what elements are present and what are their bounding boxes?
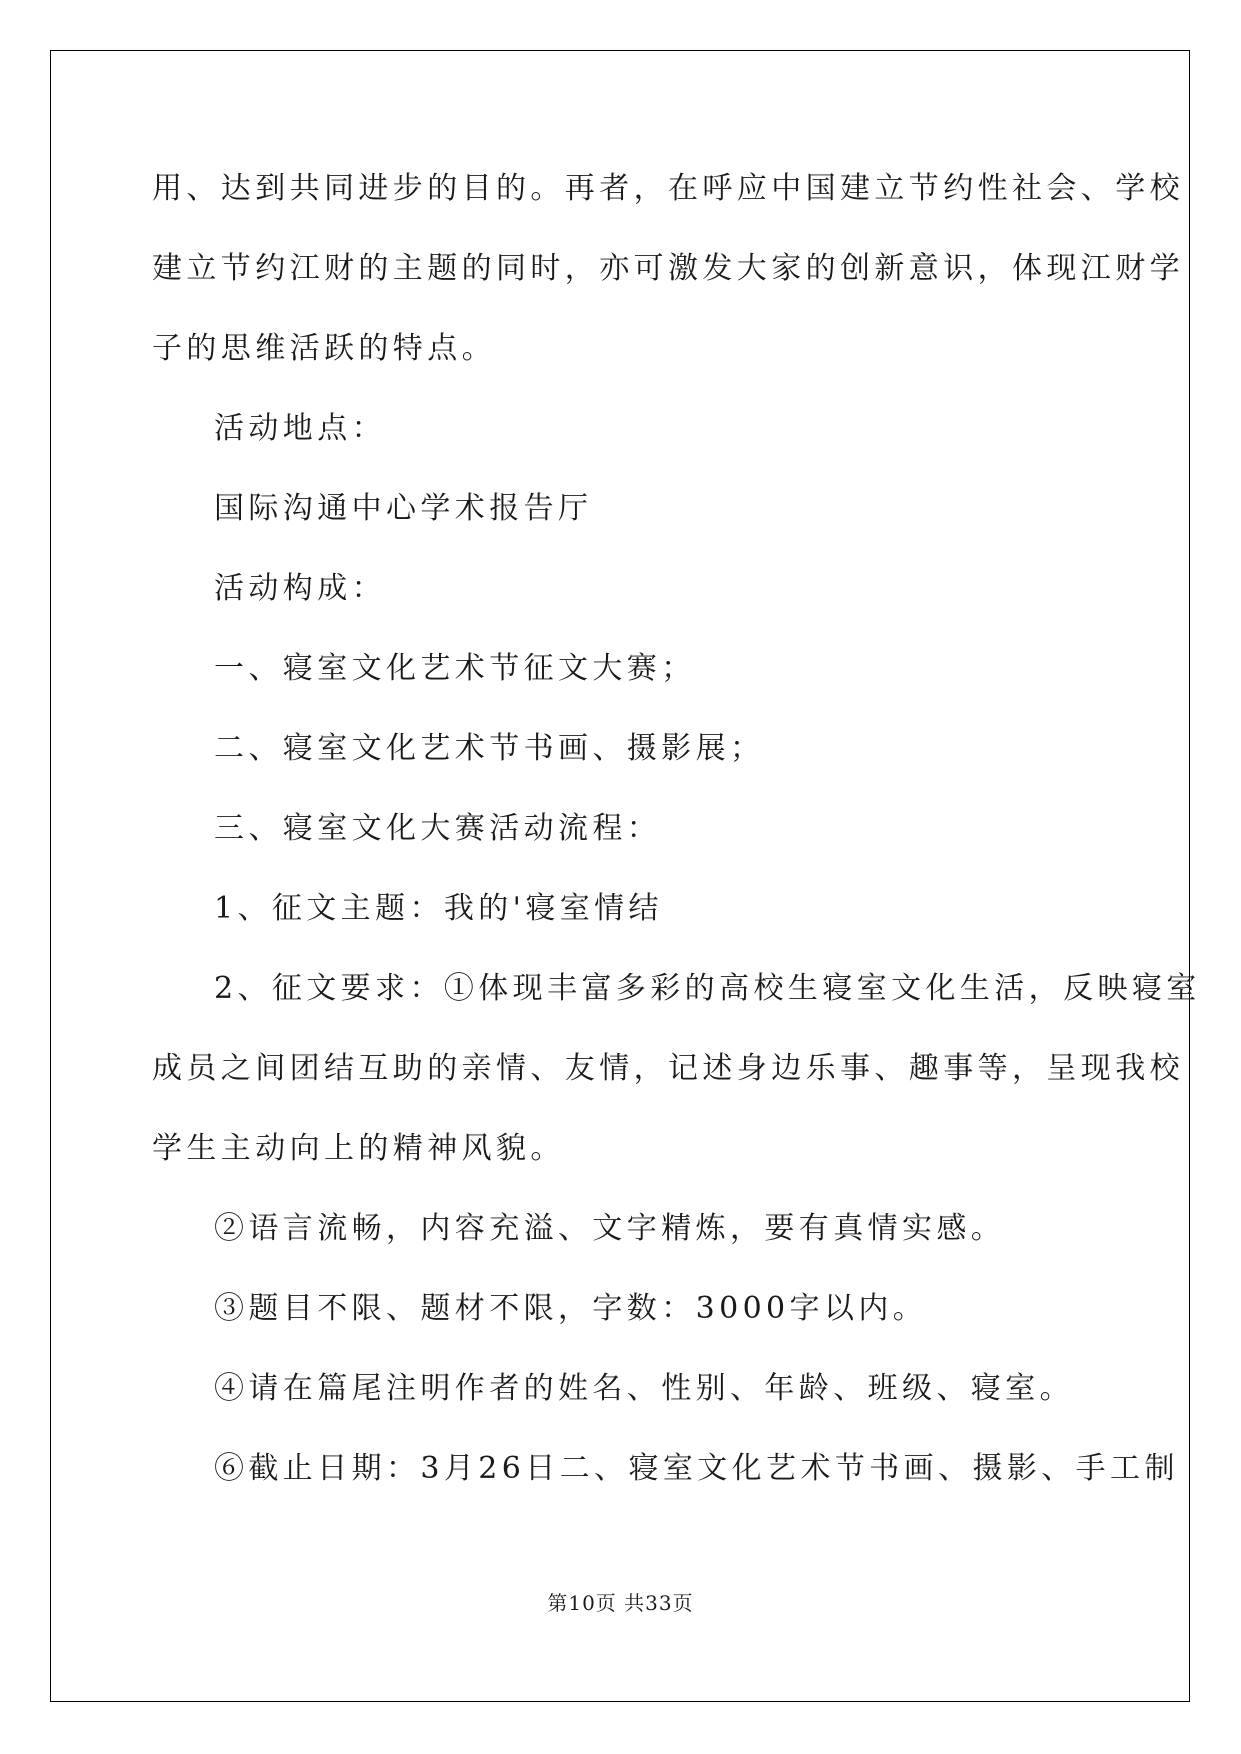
paragraph-line: 国际沟通中心学术报告厅 xyxy=(214,491,593,526)
paragraph-line: 子的思维活跃的特点。 xyxy=(152,331,496,366)
section-heading: 活动地点： xyxy=(214,411,386,446)
page-number-footer: 第10页 共33页 xyxy=(547,1591,694,1615)
paragraph-line: 2、征文要求：①体现丰富多彩的高校生寝室文化生活，反映寝室 xyxy=(214,971,1201,1006)
paragraph-line: ②语言流畅，内容充溢、文字精炼，要有真情实感。 xyxy=(214,1211,1006,1246)
list-item: 1、征文主题：我的'寝室情结 xyxy=(214,891,663,926)
paragraph-line: 学生主动向上的精神风貌。 xyxy=(152,1131,565,1166)
paragraph-line: 成员之间团结互助的亲情、友情，记述身边乐事、趣事等，呈现我校 xyxy=(152,1051,1184,1086)
paragraph-line: ⑥截止日期：3月26日二、寝室文化艺术节书画、摄影、手工制 xyxy=(214,1451,1179,1486)
list-item: 一、寝室文化艺术节征文大赛； xyxy=(214,651,696,686)
list-item: 二、寝室文化艺术节书画、摄影展； xyxy=(214,731,765,766)
paragraph-line: 建立节约江财的主题的同时，亦可激发大家的创新意识，体现江财学 xyxy=(152,251,1184,286)
section-heading: 活动构成： xyxy=(214,571,386,606)
paragraph-line: ③题目不限、题材不限，字数：3000字以内。 xyxy=(214,1291,928,1326)
list-item: 三、寝室文化大赛活动流程： xyxy=(214,811,662,846)
paragraph-line: 用、达到共同进步的目的。再者，在呼应中国建立节约性社会、学校 xyxy=(152,171,1184,206)
paragraph-line: ④请在篇尾注明作者的姓名、性别、年龄、班级、寝室。 xyxy=(214,1371,1074,1406)
